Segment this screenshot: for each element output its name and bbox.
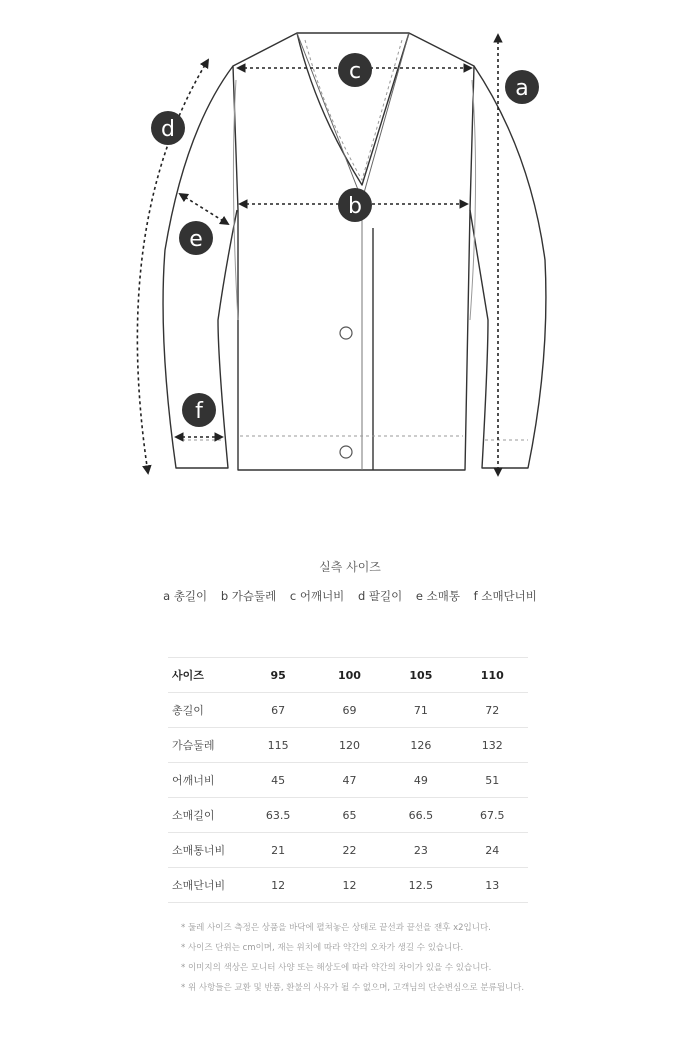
row-label: 가슴둘레 (168, 728, 242, 763)
svg-text:d: d (161, 117, 175, 142)
size-chart-title: 실측 사이즈 (319, 560, 381, 574)
table-cell: 21 (242, 833, 313, 868)
header-size: 사이즈 (168, 658, 242, 693)
legend-item-a: a 총길이 (163, 589, 208, 603)
note-item: * 둘레 사이즈 측정은 상품을 바닥에 펼쳐놓은 상태로 끝선과 끝선을 잰후 x2입니다. (181, 923, 491, 933)
marker-b (338, 188, 372, 222)
svg-text:f: f (195, 399, 203, 424)
table-cell: 12 (314, 868, 385, 903)
svg-text:e: e (189, 227, 203, 252)
table-cell: 115 (242, 728, 313, 763)
cardigan-outline (163, 33, 546, 470)
table-cell: 120 (314, 728, 385, 763)
size-table (168, 657, 528, 903)
button-lower (340, 446, 352, 458)
table-row (168, 798, 528, 833)
size-notes (181, 918, 524, 998)
table-cell: 23 (385, 833, 456, 868)
legend-item-e: e 소매통 (415, 589, 460, 603)
legend-item-d: d 팔길이 (357, 589, 403, 603)
table-cell: 13 (457, 868, 528, 903)
table-cell: 45 (242, 763, 313, 798)
header-100: 100 (314, 658, 385, 693)
table-header-row (168, 658, 528, 693)
row-label: 어깨너비 (168, 763, 242, 798)
row-label: 소매통너비 (168, 833, 242, 868)
note-item: * 위 사항들은 교환 및 반품, 환불의 사유가 될 수 없으며, 고객님의 단순변심으로 분류됩니다. (181, 983, 525, 993)
table-row (168, 728, 528, 763)
row-label: 소매길이 (168, 798, 242, 833)
table-cell: 24 (457, 833, 528, 868)
table-cell: 12.5 (385, 868, 456, 903)
marker-d (151, 111, 185, 145)
table-cell: 49 (385, 763, 456, 798)
table-cell: 67.5 (457, 798, 528, 833)
header-95: 95 (242, 658, 313, 693)
table-row (168, 868, 528, 903)
svg-text:c: c (348, 59, 362, 84)
table-row (168, 763, 528, 798)
marker-a (505, 70, 539, 104)
table-cell: 63.5 (242, 798, 313, 833)
table-cell: 69 (314, 693, 385, 728)
button-upper (340, 327, 352, 339)
table-cell: 22 (314, 833, 385, 868)
table-cell: 71 (385, 693, 456, 728)
note-item: * 이미지의 색상은 모니터 사양 또는 해상도에 따라 약간의 차이가 있을 수 있습니다. (181, 963, 492, 973)
table-cell: 67 (242, 693, 313, 728)
table-cell: 47 (314, 763, 385, 798)
table-row (168, 833, 528, 868)
table-cell: 132 (457, 728, 528, 763)
measurement-legend (0, 588, 700, 604)
marker-f (182, 393, 216, 427)
table-cell: 126 (385, 728, 456, 763)
table-row (168, 693, 528, 728)
legend-item-c: c 어깨너비 (289, 589, 345, 603)
svg-text:b: b (348, 194, 362, 219)
arrow-e (180, 194, 228, 224)
note-item: * 사이즈 단위는 cm이며, 재는 위치에 따라 약간의 오차가 생길 수 있습니다. (181, 943, 464, 953)
marker-e (179, 221, 213, 255)
row-label: 총길이 (168, 693, 242, 728)
legend-item-f: f 소매단너비 (473, 589, 537, 603)
table-cell: 72 (457, 693, 528, 728)
table-cell: 66.5 (385, 798, 456, 833)
table-cell: 12 (242, 868, 313, 903)
table-cell: 65 (314, 798, 385, 833)
header-105: 105 (385, 658, 456, 693)
row-label: 소매단너비 (168, 868, 242, 903)
table-cell: 51 (457, 763, 528, 798)
legend-item-b: b 가슴둘레 (220, 589, 277, 603)
svg-text:a: a (515, 76, 529, 101)
header-110: 110 (457, 658, 528, 693)
marker-c (338, 53, 372, 87)
cardigan-size-diagram (0, 0, 700, 500)
